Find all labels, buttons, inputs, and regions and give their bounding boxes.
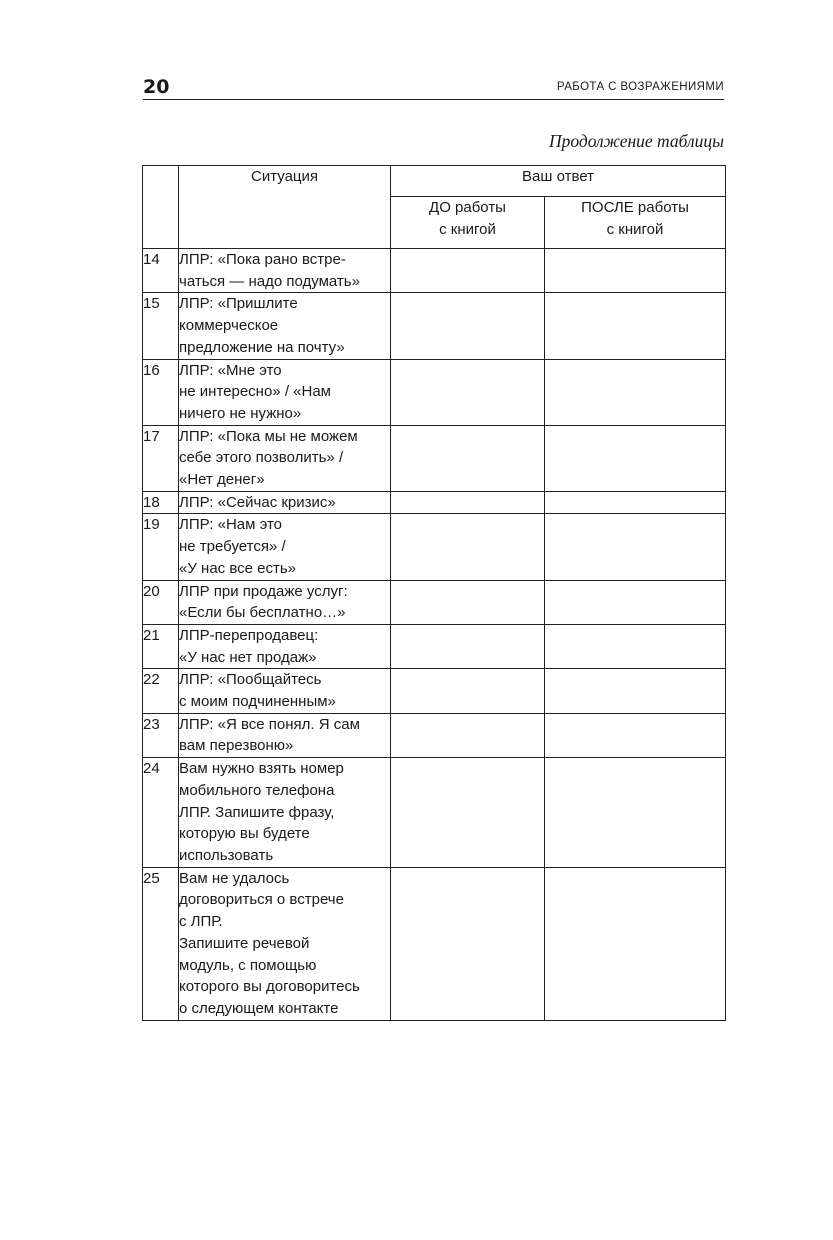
header-rule	[143, 99, 724, 100]
answer-before-cell[interactable]	[391, 249, 545, 293]
situation-line: «Нет денег»	[179, 471, 265, 489]
situation-line: с моим подчиненным»	[179, 693, 336, 711]
table-caption: Продолжение таблицы	[548, 131, 724, 151]
row-number: 24	[143, 758, 179, 868]
situation-cell	[179, 758, 391, 868]
answer-before-cell[interactable]	[391, 867, 545, 1020]
situation-line: с ЛПР.	[179, 913, 223, 931]
row-number: 18	[143, 491, 179, 514]
situation-cell	[179, 669, 391, 713]
situation-line: ЛПР: «Нам это	[179, 516, 283, 534]
answer-after-cell[interactable]	[545, 758, 726, 868]
situation-cell	[179, 293, 391, 359]
answer-after-cell[interactable]	[545, 580, 726, 624]
situation-line: чаться — надо подумать»	[179, 272, 360, 290]
situation-line: ЛПР: «Пока мы не можем	[179, 427, 358, 445]
header-before-line: с книгой	[439, 220, 496, 238]
header-after-book	[545, 197, 726, 249]
situation-line: о следующем контакте	[179, 999, 339, 1017]
situation-cell	[179, 359, 391, 425]
situation-line: использовать	[179, 846, 274, 864]
situation-line: ЛПР: «Пообщайтесь	[179, 671, 322, 689]
table-row	[143, 359, 726, 425]
row-number: 22	[143, 669, 179, 713]
row-number: 17	[143, 425, 179, 491]
answer-before-cell[interactable]	[391, 514, 545, 580]
header-after-line: с книгой	[606, 220, 664, 238]
situation-line: ЛПР: «Пришлите	[179, 295, 298, 313]
situation-cell	[179, 713, 391, 757]
row-number: 15	[143, 293, 179, 359]
header-before-book	[391, 197, 545, 249]
situation-line: коммерческое	[179, 317, 279, 335]
answer-after-cell[interactable]	[545, 713, 726, 757]
situation-line: «У нас все есть»	[179, 559, 297, 577]
table-row	[143, 758, 726, 868]
situation-line: «Если бы бесплатно…»	[179, 604, 346, 622]
situation-cell	[179, 624, 391, 668]
situation-line: ЛПР: «Пока рано встре-	[179, 251, 346, 268]
situation-line: не интересно» / «Нам	[179, 383, 331, 401]
answer-after-cell[interactable]	[545, 249, 726, 293]
header-situation: Ситуация	[179, 166, 391, 249]
situation-line: Вам нужно взять номер	[179, 760, 344, 778]
situation-cell	[179, 514, 391, 580]
table-row	[143, 713, 726, 757]
row-number: 23	[143, 713, 179, 757]
situation-line: мобильного телефона	[179, 781, 335, 799]
table-row	[143, 867, 726, 1020]
answer-before-cell[interactable]	[391, 624, 545, 668]
situation-line: ЛПР: «Я все понял. Я сам	[179, 715, 360, 733]
answer-after-cell[interactable]	[545, 425, 726, 491]
situation-line: ЛПР при продаже услуг:	[179, 582, 348, 600]
situation-line: ЛПР-перепродавец:	[179, 626, 319, 644]
table-row	[143, 580, 726, 624]
table-row	[143, 293, 726, 359]
header-number-cell	[143, 166, 179, 249]
table-row	[143, 514, 726, 580]
situation-line: ничего не нужно»	[179, 404, 302, 422]
answer-after-cell[interactable]	[545, 624, 726, 668]
answer-before-cell[interactable]	[391, 669, 545, 713]
table-row	[143, 624, 726, 668]
header-after-line: ПОСЛЕ работы	[581, 199, 689, 216]
situation-line: модуль, с помощью	[179, 956, 317, 974]
answer-before-cell[interactable]	[391, 425, 545, 491]
row-number: 20	[143, 580, 179, 624]
answer-before-cell[interactable]	[391, 758, 545, 868]
answer-after-cell[interactable]	[545, 669, 726, 713]
answer-before-cell[interactable]	[391, 491, 545, 514]
table-row	[143, 491, 726, 514]
situation-line: ЛПР: «Сейчас кризис»	[179, 493, 336, 511]
situation-cell	[179, 249, 391, 293]
answer-after-cell[interactable]	[545, 491, 726, 514]
row-number: 25	[143, 867, 179, 1020]
answer-before-cell[interactable]	[391, 359, 545, 425]
answer-after-cell[interactable]	[545, 514, 726, 580]
running-head: РАБОТА С ВОЗРАЖЕНИЯМИ	[556, 81, 724, 93]
situation-cell	[179, 425, 391, 491]
objections-table	[142, 165, 726, 1021]
situation-line: которую вы будете	[179, 825, 310, 843]
situation-line: Вам не удалось	[179, 869, 290, 887]
situation-line: не требуется» /	[179, 538, 286, 556]
situation-line: «У нас нет продаж»	[179, 648, 317, 666]
row-number: 14	[143, 249, 179, 293]
header-before-line: ДО работы	[429, 199, 506, 216]
situation-line: Запишите речевой	[179, 934, 310, 952]
header-your-answer: Ваш ответ	[391, 166, 726, 197]
situation-line: ЛПР. Запишите фразу,	[179, 803, 335, 821]
answer-after-cell[interactable]	[545, 359, 726, 425]
situation-cell	[179, 491, 391, 514]
answer-before-cell[interactable]	[391, 293, 545, 359]
page-number: 20	[143, 76, 170, 98]
table-row	[143, 249, 726, 293]
row-number: 19	[143, 514, 179, 580]
situation-cell	[179, 867, 391, 1020]
answer-after-cell[interactable]	[545, 293, 726, 359]
answer-before-cell[interactable]	[391, 580, 545, 624]
situation-line: ЛПР: «Мне это	[179, 361, 282, 379]
row-number: 16	[143, 359, 179, 425]
answer-before-cell[interactable]	[391, 713, 545, 757]
situation-line: предложение на почту»	[179, 338, 345, 356]
answer-after-cell[interactable]	[545, 867, 726, 1020]
situation-line: которого вы договоритесь	[179, 978, 360, 996]
situation-line: договориться о встрече	[179, 891, 344, 909]
situation-line: себе этого позволить» /	[179, 449, 344, 467]
row-number: 21	[143, 624, 179, 668]
table-row	[143, 425, 726, 491]
situation-cell	[179, 580, 391, 624]
table-body	[143, 249, 726, 1021]
situation-line: вам перезвоню»	[179, 737, 294, 755]
table-row	[143, 669, 726, 713]
